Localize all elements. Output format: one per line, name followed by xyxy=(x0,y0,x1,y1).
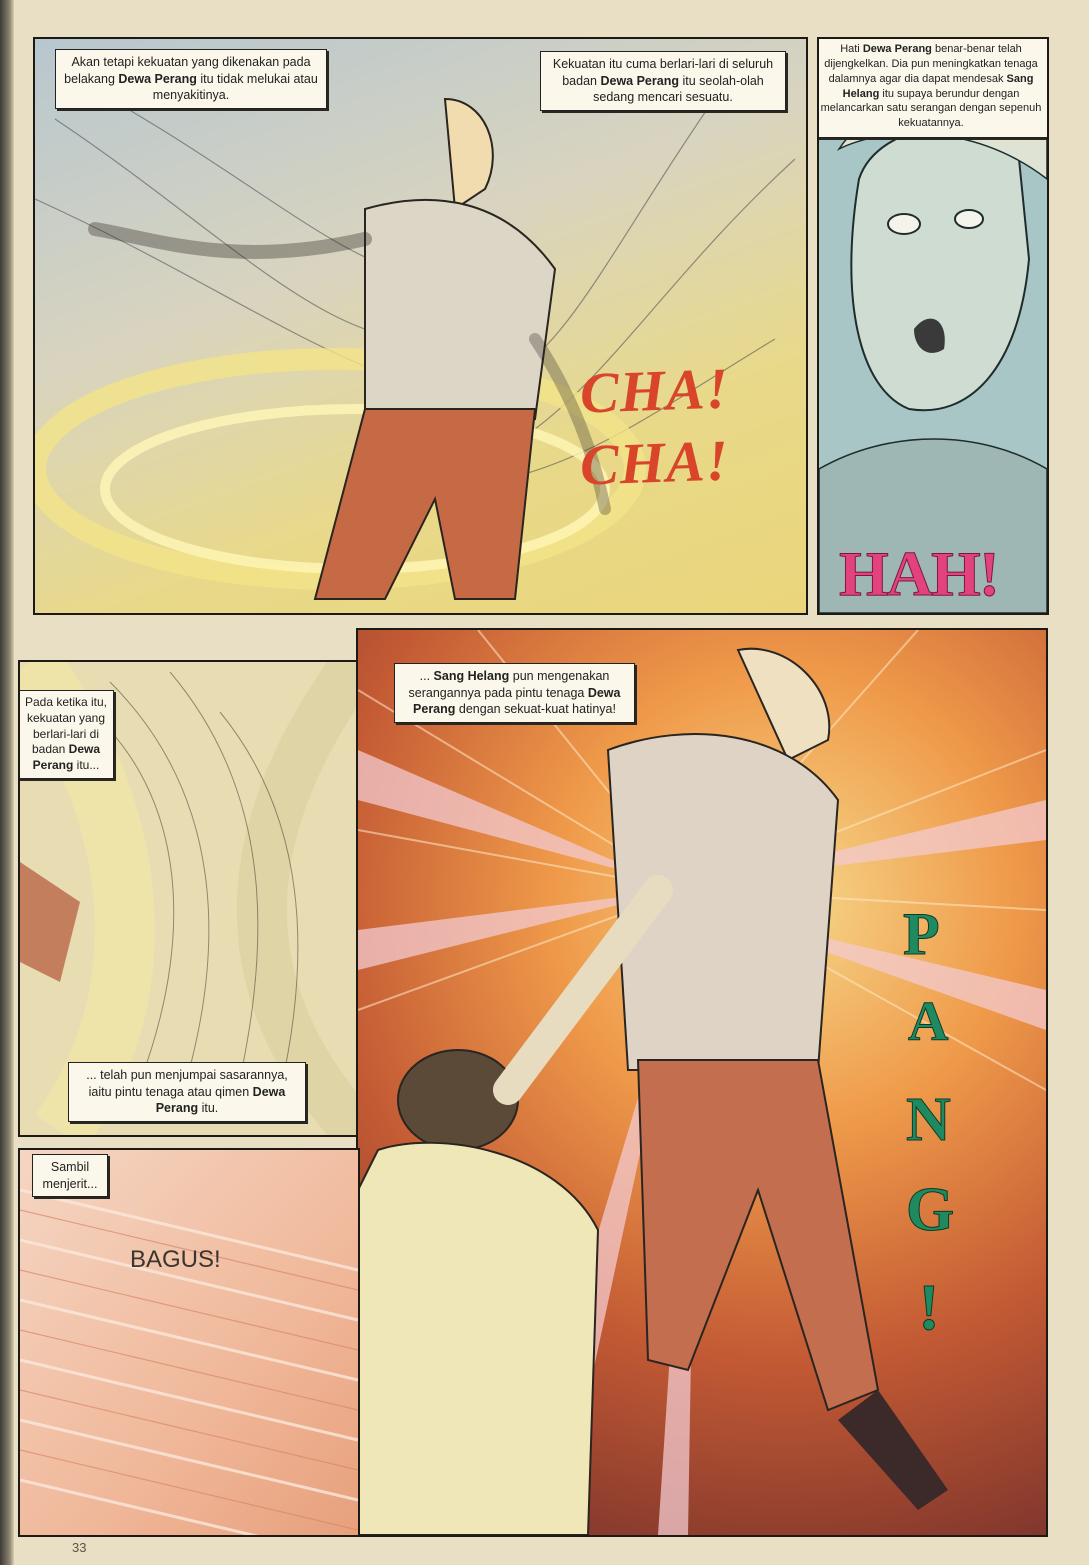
panel-2-caption xyxy=(817,37,1049,138)
sfx-cha-2: CHA! xyxy=(578,427,731,498)
caption-text: Kekuatan itu cuma berlari-lari di seluruh badan xyxy=(552,57,774,88)
sfx-hah: HAH! xyxy=(839,538,999,609)
panel-3 xyxy=(18,660,360,1137)
panel-1-artwork xyxy=(35,39,806,613)
page-number: 33 xyxy=(72,1540,87,1555)
caption-bold-name: Dewa Perang xyxy=(118,71,197,86)
panel-1-caption-1 xyxy=(55,49,327,109)
caption-text: Hati xyxy=(840,43,863,55)
caption-text: benar-benar telah dijengkelkan. Dia pun meningkatkan tenaga dalamnya agar dia dapat mendesak xyxy=(824,43,1038,85)
caption-text: itu. xyxy=(198,1101,219,1115)
sfx-pang-letter-n: N xyxy=(906,1086,951,1154)
caption-bold-name: Dewa Perang xyxy=(600,73,679,88)
caption-text: itu tidak melukai atau menyakitinya. xyxy=(152,71,318,102)
panel-4-caption xyxy=(394,663,635,723)
caption-text: ... xyxy=(419,669,434,683)
caption-text: itu... xyxy=(73,758,100,773)
dewa-perang-figure xyxy=(608,649,948,1510)
panel-1-caption-2 xyxy=(540,51,786,111)
sfx-pang-letter-a: A xyxy=(908,991,949,1053)
panel-4-artwork xyxy=(358,630,1046,1535)
page-binding-edge xyxy=(0,0,14,1565)
panel-3-caption-1 xyxy=(18,690,114,779)
caption-text: ... telah pun menjumpai sasarannya, iaitu pintu tenaga atau qimen xyxy=(86,1068,288,1099)
caption-text: dengan sekuat-kuat hatinya! xyxy=(455,702,616,716)
panel-3-caption-2 xyxy=(68,1062,306,1122)
caption-bold-name: Dewa Perang xyxy=(155,1084,286,1115)
caption-text: pun mengenakan serangannya pada pintu tenaga xyxy=(408,669,610,700)
caption-text: Akan tetapi kekuatan yang dikenakan pada belakang xyxy=(64,55,311,86)
caption-bold-name: Dewa Perang xyxy=(413,685,621,716)
sfx-cha-1: CHA! xyxy=(578,355,731,426)
caption-text: itu supaya berundur dengan melancarkan satu serangan dengan sepenuh kekuatannya. xyxy=(820,87,1042,130)
sfx-pang-letter-g: G xyxy=(906,1176,955,1244)
panel-5-caption: Sambil menjerit... xyxy=(32,1154,108,1197)
caption-bold-name: Dewa Perang xyxy=(862,43,932,55)
panel-2 xyxy=(817,37,1049,615)
sfx-pang-letter-p: P xyxy=(903,901,940,967)
speech-bagus: BAGUS! xyxy=(130,1246,221,1273)
panel-5 xyxy=(18,1148,360,1537)
caption-bold-name: Sang Helang xyxy=(433,669,510,683)
panel-5-speedlines xyxy=(20,1150,358,1535)
caption-text: Pada ketika itu, kekuatan yang berlari-lari di badan xyxy=(24,695,108,757)
sfx-pang-exclamation: ! xyxy=(918,1271,940,1344)
caption-text: itu seolah-olah sedang mencari sesuatu. xyxy=(593,73,764,104)
panel-1 xyxy=(33,37,808,615)
panel-4 xyxy=(356,628,1048,1537)
caption-bold-name: Dewa Perang xyxy=(32,742,101,773)
caption-bold-name: Sang Helang xyxy=(842,72,1034,100)
